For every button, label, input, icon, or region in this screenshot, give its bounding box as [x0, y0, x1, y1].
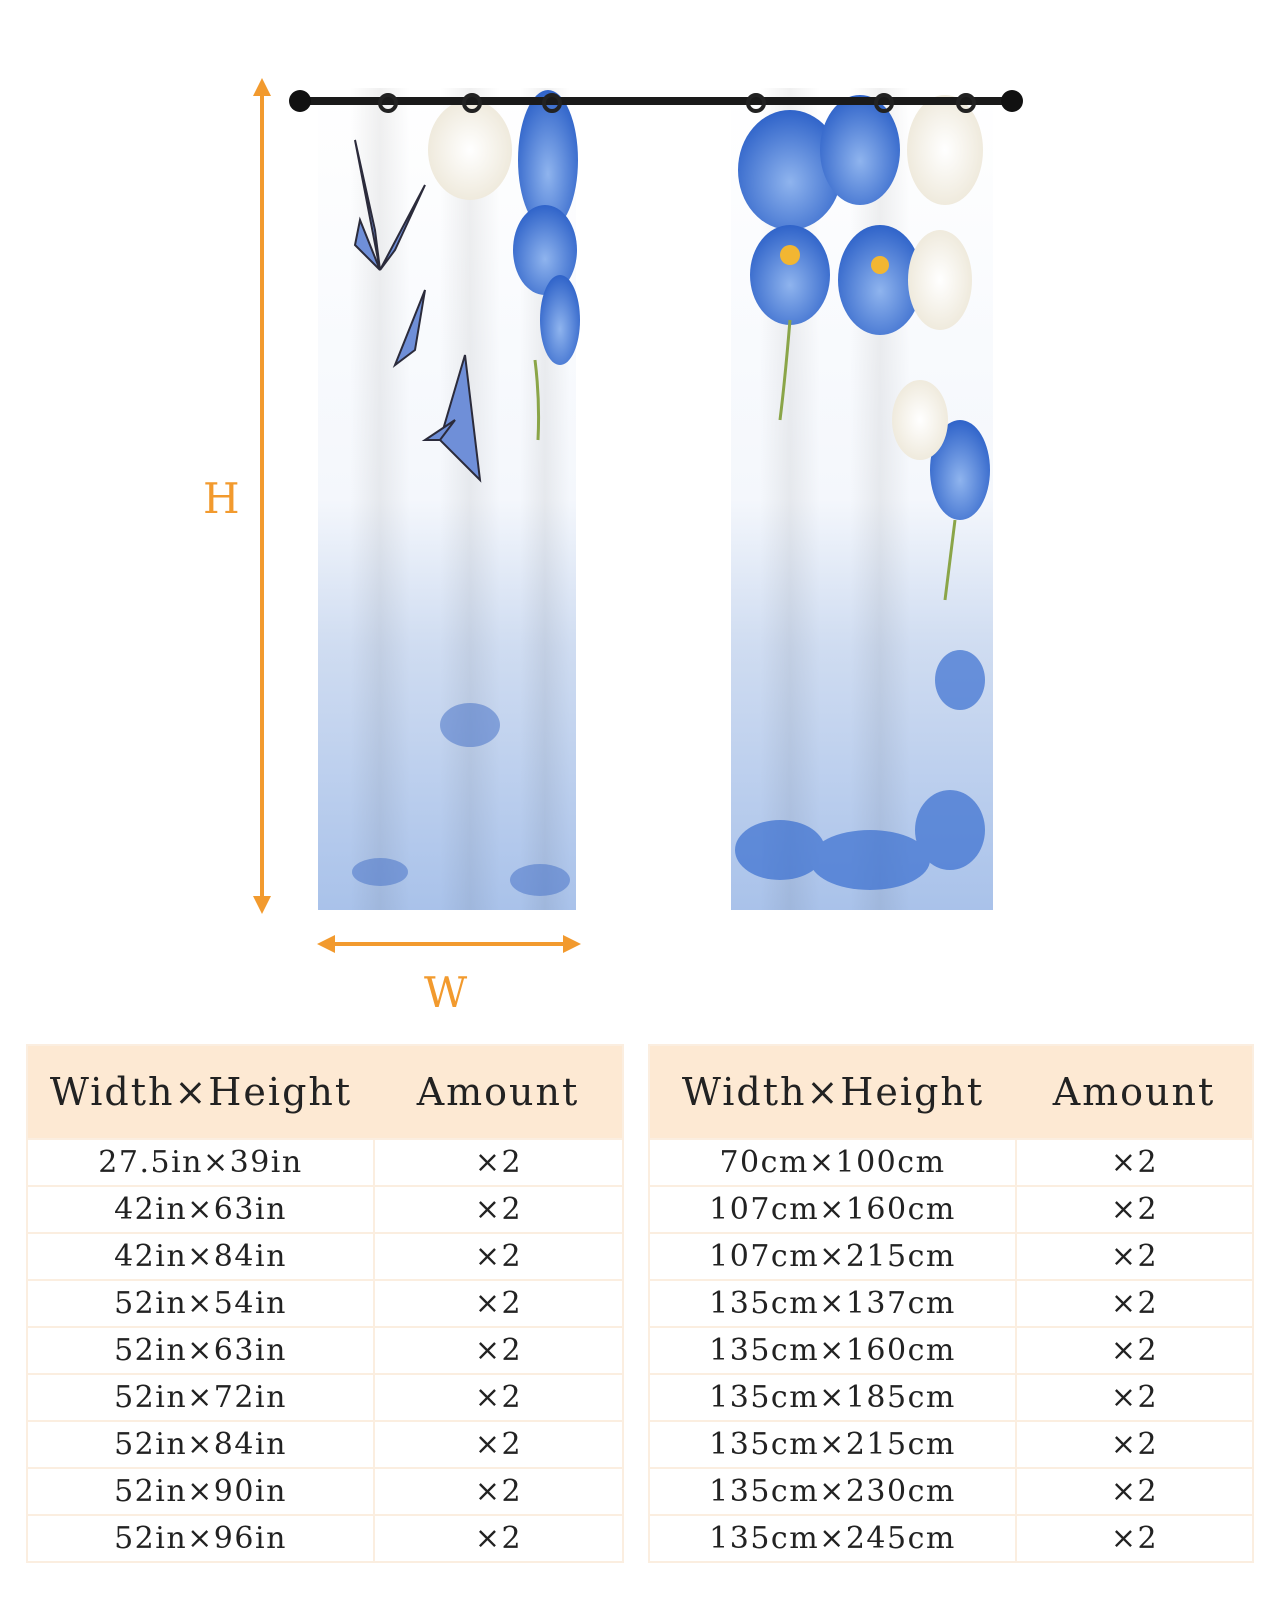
size-cell: 52in×96in: [28, 1515, 374, 1561]
table-row: [650, 1421, 1252, 1468]
table-row: [650, 1139, 1252, 1186]
size-cell: 135cm×230cm: [650, 1468, 1016, 1515]
amount-cell: ×2: [1016, 1327, 1252, 1374]
table-row: [28, 1139, 622, 1186]
size-cell: 107cm×215cm: [650, 1233, 1016, 1280]
width-arrow: [317, 935, 581, 953]
size-column-header: Width×Height: [650, 1046, 1016, 1139]
table-row: [28, 1233, 622, 1280]
size-cell: 135cm×160cm: [650, 1327, 1016, 1374]
left-curtain-panel: [318, 88, 580, 910]
size-cell: 135cm×245cm: [650, 1515, 1016, 1561]
size-cell: 52in×90in: [28, 1468, 374, 1515]
amount-cell: ×2: [1016, 1280, 1252, 1327]
table-row: [28, 1280, 622, 1327]
height-arrow: [253, 78, 271, 914]
width-label: W: [424, 968, 468, 1017]
table-row: [28, 1374, 622, 1421]
table-header-row: [650, 1046, 1252, 1139]
size-cell: 52in×72in: [28, 1374, 374, 1421]
size-table-inches: [28, 1046, 622, 1561]
amount-cell: ×2: [1016, 1186, 1252, 1233]
amount-cell: ×2: [1016, 1515, 1252, 1561]
table-row: [650, 1468, 1252, 1515]
table-row: [650, 1327, 1252, 1374]
amount-cell: ×2: [374, 1233, 622, 1280]
right-curtain-panel: [731, 88, 993, 910]
amount-cell: ×2: [374, 1186, 622, 1233]
amount-cell: ×2: [1016, 1421, 1252, 1468]
amount-cell: ×2: [1016, 1233, 1252, 1280]
table-row: [650, 1374, 1252, 1421]
table-row: [650, 1515, 1252, 1561]
amount-cell: ×2: [1016, 1468, 1252, 1515]
size-cell: 52in×84in: [28, 1421, 374, 1468]
amount-column-header: Amount: [1016, 1046, 1252, 1139]
table-row: [28, 1421, 622, 1468]
amount-cell: ×2: [374, 1374, 622, 1421]
table-row: [650, 1233, 1252, 1280]
table-row: [650, 1186, 1252, 1233]
table-row: [28, 1186, 622, 1233]
height-label: H: [203, 474, 240, 523]
size-cell: 42in×63in: [28, 1186, 374, 1233]
size-cell: 52in×63in: [28, 1327, 374, 1374]
size-column-header: Width×Height: [28, 1046, 374, 1139]
amount-cell: ×2: [374, 1515, 622, 1561]
amount-cell: ×2: [374, 1327, 622, 1374]
size-cell: 52in×54in: [28, 1280, 374, 1327]
table-row: [28, 1515, 622, 1561]
size-cell: 135cm×215cm: [650, 1421, 1016, 1468]
size-cell: 42in×84in: [28, 1233, 374, 1280]
amount-cell: ×2: [374, 1139, 622, 1186]
table-row: [28, 1327, 622, 1374]
size-table-centimeters: [650, 1046, 1252, 1561]
amount-cell: ×2: [374, 1280, 622, 1327]
size-cell: 135cm×185cm: [650, 1374, 1016, 1421]
amount-cell: ×2: [374, 1468, 622, 1515]
size-cell: 27.5in×39in: [28, 1139, 374, 1186]
size-cell: 135cm×137cm: [650, 1280, 1016, 1327]
amount-column-header: Amount: [374, 1046, 622, 1139]
size-cell: 107cm×160cm: [650, 1186, 1016, 1233]
amount-cell: ×2: [1016, 1374, 1252, 1421]
amount-cell: ×2: [1016, 1139, 1252, 1186]
table-row: [28, 1468, 622, 1515]
table-row: [650, 1280, 1252, 1327]
size-cell: 70cm×100cm: [650, 1139, 1016, 1186]
table-header-row: [28, 1046, 622, 1139]
amount-cell: ×2: [374, 1421, 622, 1468]
